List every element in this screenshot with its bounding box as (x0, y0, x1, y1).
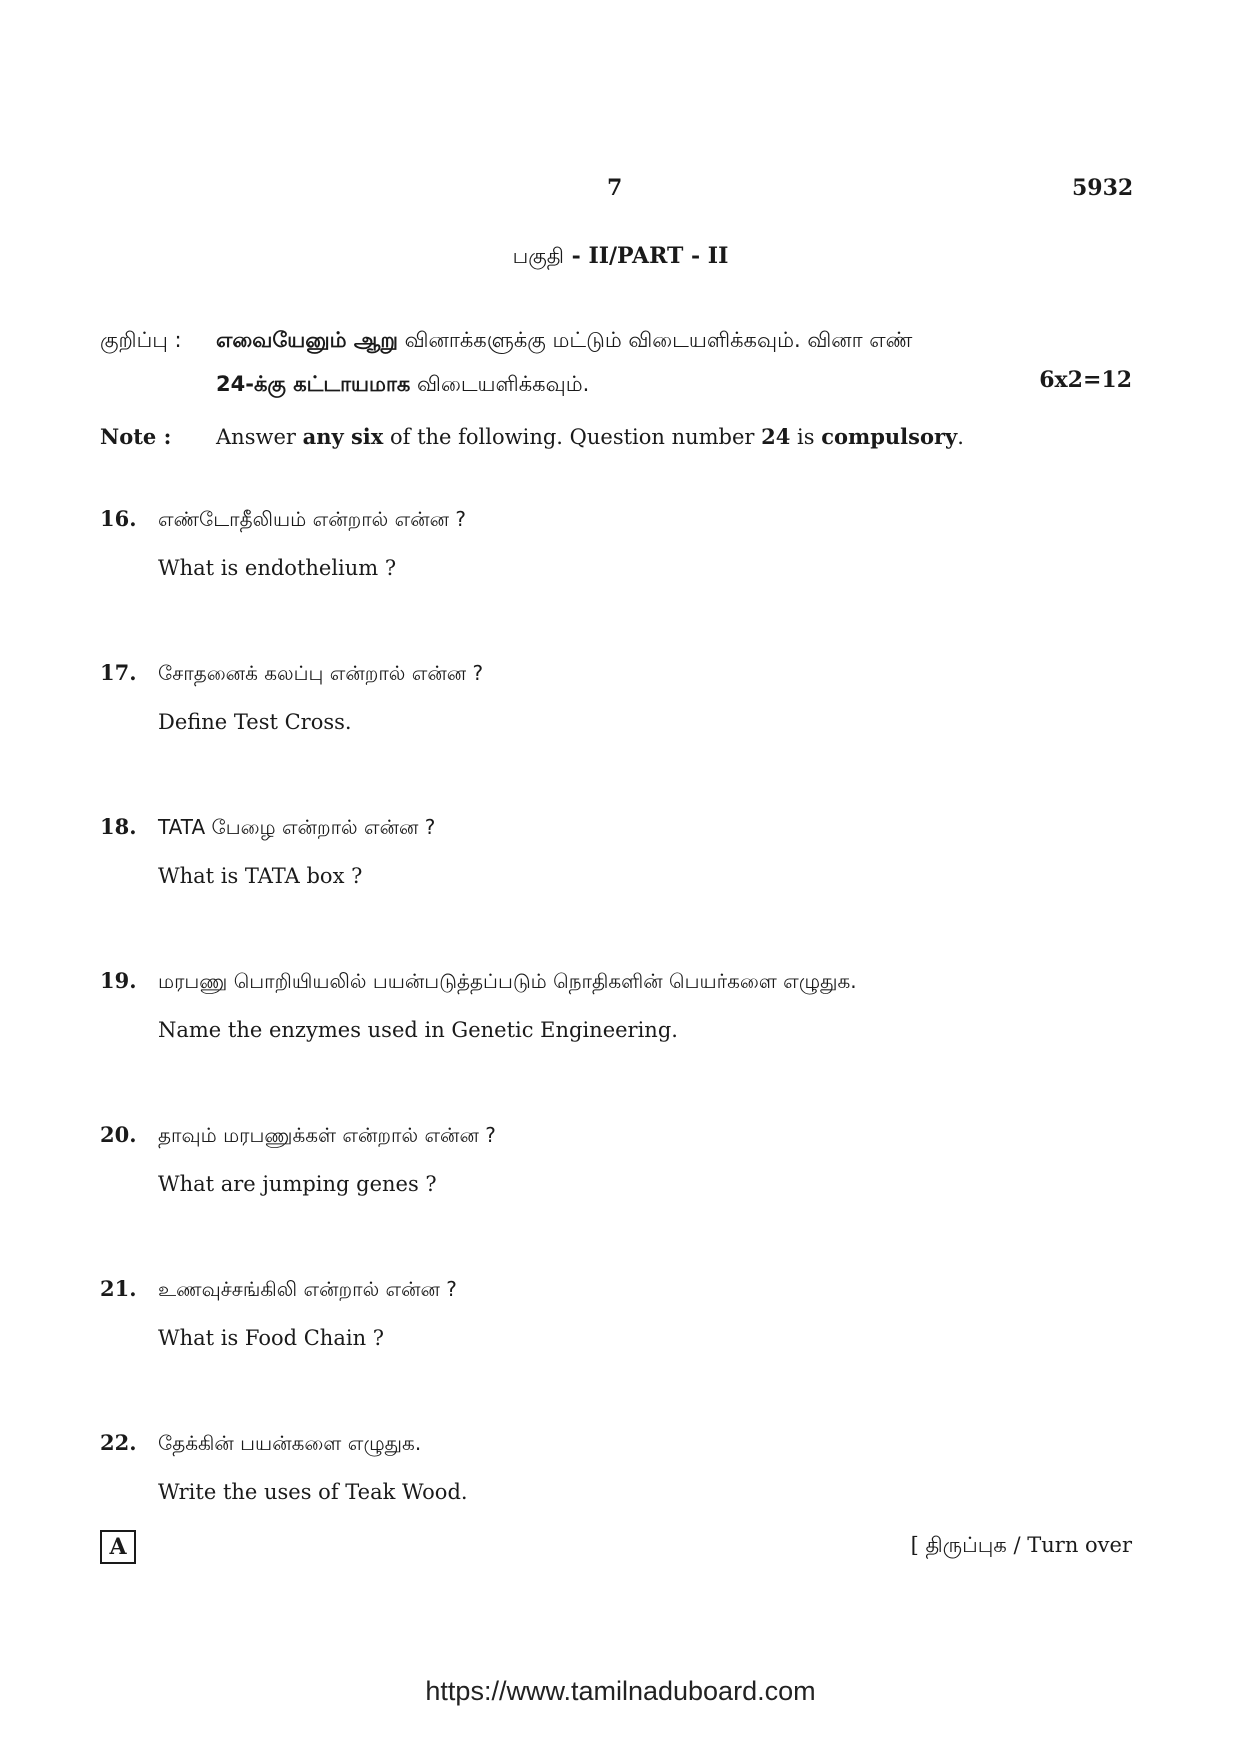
tamil-note-line2 (216, 372, 589, 399)
question-number: 22. (100, 1430, 137, 1455)
question-english: Name the enzymes used in Genetic Engineering. (158, 1018, 678, 1042)
tamil-note-label: குறிப்பு : (100, 328, 182, 352)
question-english: What are jumping genes ? (158, 1172, 437, 1196)
english-note-part: . (957, 425, 964, 449)
question-tamil: சோதனைக் கலப்பு என்றால் என்ன ? (158, 661, 484, 685)
turn-over-note: [ திருப்புக / Turn over (910, 1533, 1132, 1557)
english-note-bold: 24 (761, 424, 791, 449)
tamil-note-rest2: விடையளிக்கவும். (410, 372, 590, 396)
question-english: Write the uses of Teak Wood. (158, 1480, 468, 1504)
english-note-part: of the following. Question number (383, 425, 762, 449)
footer-url[interactable]: https://www.tamilnaduboard.com (425, 1676, 816, 1706)
question-tamil: TATA பேழை என்றால் என்ன ? (158, 815, 436, 839)
question-number: 21. (100, 1276, 137, 1301)
question-english: What is Food Chain ? (158, 1326, 385, 1350)
question-tamil: தாவும் மரபணுக்கள் என்றால் என்ன ? (158, 1123, 496, 1147)
part-heading-tamil: பகுதி (512, 244, 564, 268)
question-number: 18. (100, 814, 137, 839)
english-note-part: is (790, 425, 822, 449)
part-heading-sep: - (563, 243, 589, 269)
english-note-bold: compulsory (821, 424, 958, 449)
question-tamil: தேக்கின் பயன்களை எழுதுக. (158, 1431, 422, 1455)
tamil-note-line1 (216, 328, 912, 355)
english-note-label: Note : (100, 424, 172, 449)
tamil-note-emph2: 24-க்கு கட்டாயமாக (216, 372, 411, 396)
part-heading (0, 243, 1241, 271)
question-tamil: உணவுச்சங்கிலி என்றால் என்ன ? (158, 1277, 457, 1301)
question-number: 20. (100, 1122, 137, 1147)
series-code-box: A (100, 1530, 136, 1564)
question-english: What is endothelium ? (158, 556, 397, 580)
marks-allocation: 6x2=12 (1039, 367, 1132, 393)
question-number: 19. (100, 968, 137, 993)
part-heading-roman: II/PART - II (588, 243, 729, 269)
paper-code: 5932 (1072, 175, 1134, 201)
question-english: What is TATA box ? (158, 864, 363, 888)
page-number: 7 (607, 175, 623, 201)
question-tamil: எண்டோதீலியம் என்றால் என்ன ? (158, 507, 467, 531)
question-number: 17. (100, 660, 137, 685)
tamil-note-emph1: எவையேனும் ஆறு (216, 328, 398, 352)
question-tamil: மரபணு பொறியியலில் பயன்படுத்தப்படும் நொதிகளின் பெயர்களை எழுதுக. (158, 969, 857, 993)
english-note-bold: any six (302, 424, 384, 449)
question-english: Define Test Cross. (158, 710, 352, 734)
english-note-part: Answer (216, 425, 303, 449)
english-note-text (216, 424, 964, 449)
tamil-note-rest1: வினாக்களுக்கு மட்டும் விடையளிக்கவும். வினா எண் (397, 328, 913, 352)
question-number: 16. (100, 506, 137, 531)
